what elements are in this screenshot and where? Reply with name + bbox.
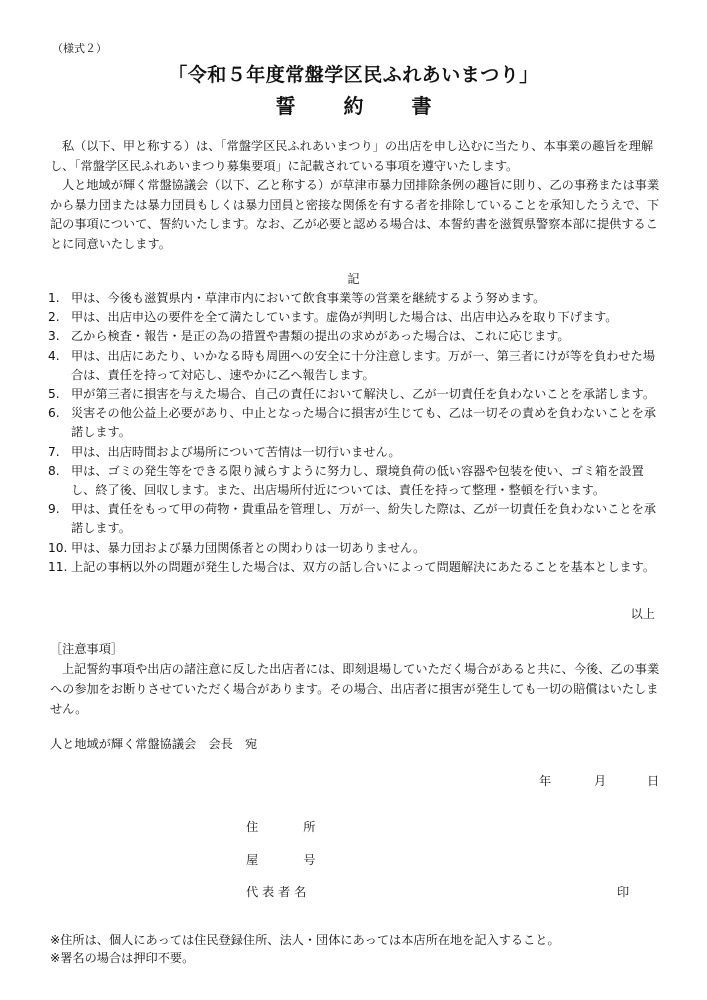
item-number: 11. [48,559,68,574]
form-number: （様式２） [52,42,107,55]
item-number: 10. [48,540,68,555]
list-item [48,308,662,327]
item-text: 甲は、暴力団および暴力団関係者との関わりは一切ありません。 [71,540,426,555]
item-text: 甲は、出店時間および場所について苦情は一切行いません。 [71,444,401,459]
addressee: 人と地域が輝く常盤協議会 会長 宛 [50,737,258,751]
list-item [48,558,662,577]
closing-mark: 以上 [630,607,655,621]
list-item [48,462,662,500]
representative-field-label: 代 表 者 名 [246,885,307,899]
seal-mark: 印 [617,885,630,899]
list-item [48,500,662,538]
item-text: 災害その他公益上必要があり、中止となった場合に損害が生じても、乙は一切その責めを負わないことを承諾します。 [71,406,656,440]
pledge-list [48,289,662,577]
list-item [48,404,662,442]
list-item [48,327,662,346]
list-item [48,385,662,404]
shop-name-label-char-2: 号 [303,853,316,867]
item-number: 6. [48,406,60,421]
date-year-label: 年 [539,774,552,788]
list-item [48,539,662,558]
item-number: 8. [48,463,60,478]
list-item [48,443,662,462]
intro-paragraph-1: 私（以下、甲と称する）は、「常盤学区民ふれあいまつり」の出店を申し込むに当たり、本事業の趣旨を理解し、「常盤学区民ふれあいまつり募集要項」に記載されている事項を遵守いたします。 [50,139,654,173]
item-text: 甲は、今後も滋賀県内・草津市内において飲食事業等の営業を継続するよう努めます。 [71,291,546,305]
shop-name-field-label [246,851,315,868]
item-number: 5. [48,387,60,402]
footnote-signature: ※署名の場合は押印不要。 [50,951,195,965]
intro-paragraph-2: 人と地域が輝く常盤協議会（以下、乙と称する）が草津市暴力団排除条例の趣旨に則り、乙の事務または事業から暴力団または暴力団員もしくは暴力団員と密接な関係を有する者を排除していることを承知したうえで、下記の事項について、誓約いたします。なお、乙が必要と認める場合は、本誓約書を滋賀県警察本部に提供することに同意いたします。 [50,178,660,251]
address-label-char-1: 住 [246,820,259,834]
item-number: 4. [48,348,60,363]
item-text: 甲は、出店にあたり、いかなる時も周囲への安全に十分注意します。万が一、第三者にけが等を負わせた場合は、責任を持って対応し、速やかに乙へ報告します。 [71,348,656,382]
item-text: 上記の事柄以外の問題が発生した場合は、双方の話し合いによって問題解決にあたることを基本とします。 [71,559,656,574]
page-title: 「令和５年度常盤学区民ふれあいまつり」 [168,64,539,86]
item-text: 甲が第三者に損害を与えた場合、自己の責任において解決し、乙が一切責任を負わないことを承諾します。 [71,387,656,402]
list-item [48,347,662,385]
date-day-label: 日 [647,774,660,788]
document-subtitle: 誓 約 書 [275,94,446,118]
item-text: 甲は、責任をもって甲の荷物・貴重品を管理し、万が一、紛失した際は、乙が一切責任を負わないことを承諾します。 [71,502,656,536]
ki-heading: 記 [347,272,360,286]
list-item [48,289,662,308]
address-field-label [246,818,315,835]
notes-body: 上記誓約事項や出店の諸注意に反した出店者には、即刻退場していただく場合があると共に、今後、乙の事業への参加をお断りさせていただく場合があります。その場合、出店者に損害が発生しても一切の賠償はいたしません。 [50,662,660,716]
item-number: 1. [48,291,60,305]
item-text: 乙から検査・報告・是正の為の措置や書類の提出の求めがあった場合は、これに応じます。 [71,329,570,344]
footnote-address: ※住所は、個人にあっては住民登録住所、法人・団体にあっては本店所在地を記入すること。 [50,933,560,947]
item-number: 9. [48,502,60,517]
shop-name-label-char-1: 屋 [246,853,259,867]
item-number: 2. [48,310,60,325]
date-month-label: 月 [594,774,607,788]
item-number: 3. [48,329,60,344]
notes-heading: ［注意事項］ [50,642,124,656]
item-text: 甲は、ゴミの発生等をできる限り減らすように努力し、環境負荷の低い容器や包装を使い、ゴミ箱を設置し、終了後、回収します。また、出店場所付近については、責任を持って整理・整頓を行います。 [71,463,644,498]
intro-section [50,137,660,255]
item-text: 甲は、出店申込の要件を全て満たしています。虚偽が判明した場合は、出店申込みを取り下げます。 [71,310,618,325]
address-label-char-2: 所 [303,820,316,834]
item-number: 7. [48,444,60,459]
